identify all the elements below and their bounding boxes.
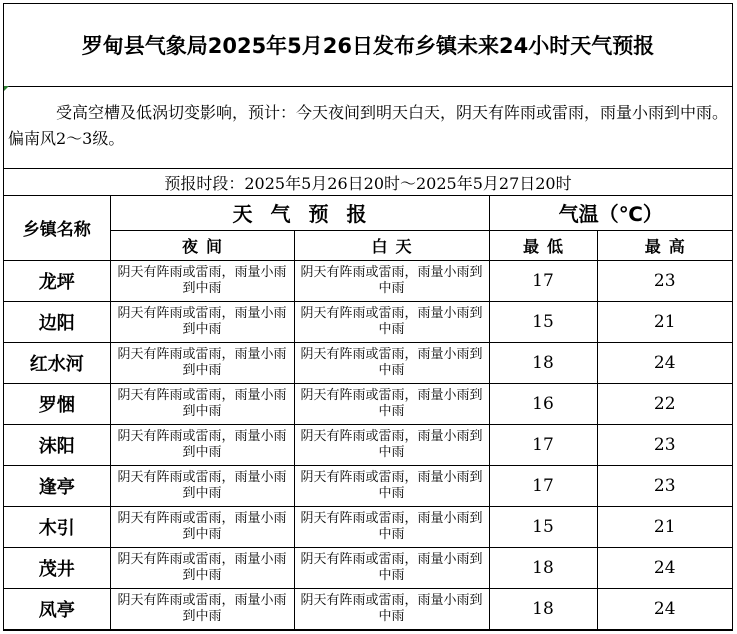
table-row xyxy=(4,465,732,506)
table-row xyxy=(4,588,732,629)
header-night: 夜间 xyxy=(110,230,294,260)
max-temperature: 21 xyxy=(597,506,732,547)
max-temperature: 24 xyxy=(597,547,732,588)
table-row xyxy=(4,383,732,424)
min-temperature: 17 xyxy=(489,424,597,465)
max-temperature: 22 xyxy=(597,383,732,424)
table-row xyxy=(4,301,732,342)
day-forecast: 阴天有阵雨或雷雨，雨量小雨到中雨 xyxy=(294,424,489,465)
max-temperature: 24 xyxy=(597,588,732,629)
night-forecast: 阴天有阵雨或雷雨，雨量小雨到中雨 xyxy=(110,342,294,383)
day-forecast: 阴天有阵雨或雷雨，雨量小雨到中雨 xyxy=(294,342,489,383)
header-forecast: 天气预报 xyxy=(110,196,489,230)
table-row xyxy=(4,424,732,465)
min-temperature: 15 xyxy=(489,301,597,342)
night-forecast: 阴天有阵雨或雷雨，雨量小雨到中雨 xyxy=(110,588,294,629)
night-forecast: 阴天有阵雨或雷雨，雨量小雨到中雨 xyxy=(110,260,294,301)
min-temperature: 16 xyxy=(489,383,597,424)
min-temperature: 15 xyxy=(489,506,597,547)
town-name: 凤亭 xyxy=(4,588,110,629)
max-temperature: 23 xyxy=(597,260,732,301)
town-name: 罗悃 xyxy=(4,383,110,424)
forecast-table xyxy=(4,196,732,630)
min-temperature: 18 xyxy=(489,342,597,383)
town-name: 木引 xyxy=(4,506,110,547)
day-forecast: 阴天有阵雨或雷雨，雨量小雨到中雨 xyxy=(294,260,489,301)
day-forecast: 阴天有阵雨或雷雨，雨量小雨到中雨 xyxy=(294,465,489,506)
header-day: 白天 xyxy=(294,230,489,260)
forecast-period: 预报时段：2025年5月26日20时～2025年5月27日20时 xyxy=(4,168,732,196)
day-forecast: 阴天有阵雨或雷雨，雨量小雨到中雨 xyxy=(294,506,489,547)
day-forecast: 阴天有阵雨或雷雨，雨量小雨到中雨 xyxy=(294,588,489,629)
header-max: 最高 xyxy=(597,230,732,260)
table-row xyxy=(4,547,732,588)
header-town: 乡镇名称 xyxy=(4,196,110,260)
table-row xyxy=(4,506,732,547)
town-name: 茂井 xyxy=(4,547,110,588)
max-temperature: 24 xyxy=(597,342,732,383)
day-forecast: 阴天有阵雨或雷雨，雨量小雨到中雨 xyxy=(294,547,489,588)
night-forecast: 阴天有阵雨或雷雨，雨量小雨到中雨 xyxy=(110,465,294,506)
forecast-summary: 受高空槽及低涡切变影响，预计：今天夜间到明天白天，阴天有阵雨或雷雨，雨量小雨到中雨。偏南风2～3级。 xyxy=(8,103,729,148)
day-forecast: 阴天有阵雨或雷雨，雨量小雨到中雨 xyxy=(294,383,489,424)
min-temperature: 17 xyxy=(489,465,597,506)
town-name: 沫阳 xyxy=(4,424,110,465)
town-name: 逢亭 xyxy=(4,465,110,506)
night-forecast: 阴天有阵雨或雷雨，雨量小雨到中雨 xyxy=(110,506,294,547)
town-name: 红水河 xyxy=(4,342,110,383)
min-temperature: 18 xyxy=(489,547,597,588)
table-row xyxy=(4,342,732,383)
max-temperature: 21 xyxy=(597,301,732,342)
header-min: 最低 xyxy=(489,230,597,260)
night-forecast: 阴天有阵雨或雷雨，雨量小雨到中雨 xyxy=(110,301,294,342)
header-temperature: 气温（℃） xyxy=(489,196,732,230)
town-name: 龙坪 xyxy=(4,260,110,301)
min-temperature: 17 xyxy=(489,260,597,301)
max-temperature: 23 xyxy=(597,424,732,465)
night-forecast: 阴天有阵雨或雷雨，雨量小雨到中雨 xyxy=(110,383,294,424)
town-name: 边阳 xyxy=(4,301,110,342)
table-row xyxy=(4,260,732,301)
max-temperature: 23 xyxy=(597,465,732,506)
day-forecast: 阴天有阵雨或雷雨，雨量小雨到中雨 xyxy=(294,301,489,342)
night-forecast: 阴天有阵雨或雷雨，雨量小雨到中雨 xyxy=(110,547,294,588)
cell-comment-marker xyxy=(4,86,9,91)
min-temperature: 18 xyxy=(489,588,597,629)
night-forecast: 阴天有阵雨或雷雨，雨量小雨到中雨 xyxy=(110,424,294,465)
page-title: 罗甸县气象局2025年5月26日发布乡镇未来24小时天气预报 xyxy=(4,4,732,87)
